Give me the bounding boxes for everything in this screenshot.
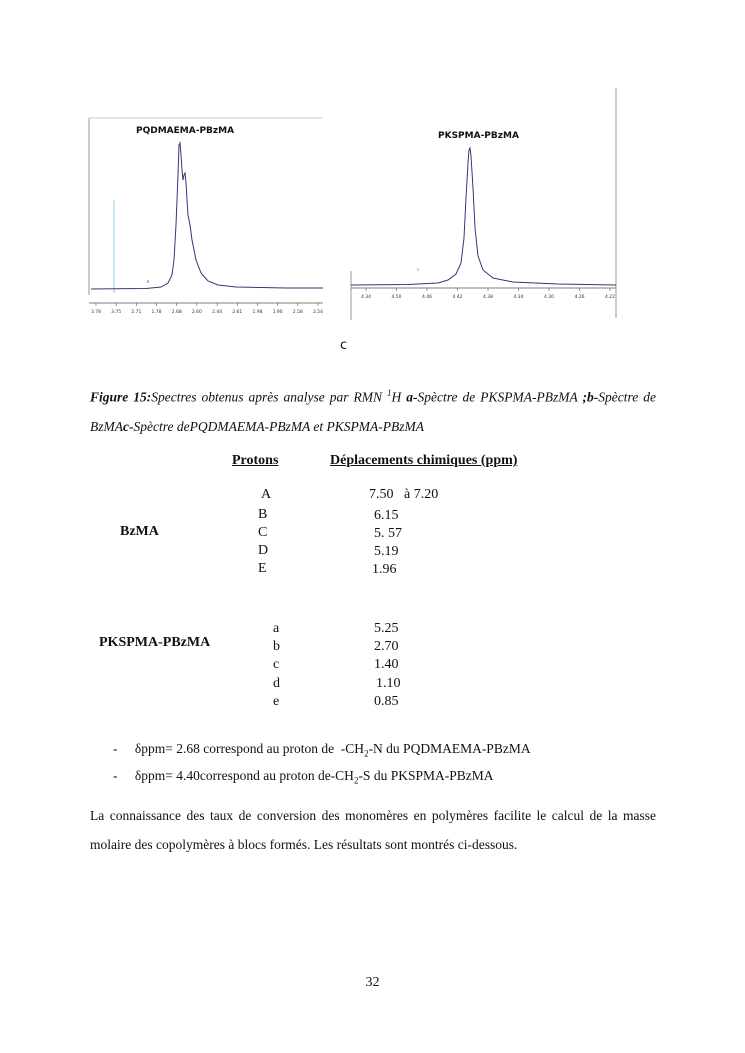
axis-tick-label: 2.54 bbox=[312, 310, 324, 315]
spectrum-a-axis-ticks bbox=[91, 303, 323, 315]
bullet-text: δppm= 2.68 correspond au proton de -CH bbox=[134, 741, 365, 756]
proton-label: E bbox=[258, 561, 267, 576]
spectrum-a-curve bbox=[91, 143, 323, 289]
caption-text-5: Spèctre dePQDMAEMA-PBzMA et PKSPMA-PBzMA bbox=[133, 418, 425, 434]
caption-text-1: Spectres obtenus après analyse par RMN bbox=[151, 389, 388, 405]
caption-a-label: a- bbox=[406, 389, 418, 405]
axis-tick-label: 3.78 bbox=[90, 310, 102, 315]
axis-tick-label: 4.34 bbox=[513, 295, 524, 300]
shift-value: 5. 57 bbox=[374, 526, 402, 541]
axis-tick-label: 4.30 bbox=[543, 295, 555, 300]
axis-tick-label: 1.98 bbox=[252, 310, 263, 315]
proton-label: e bbox=[273, 694, 280, 709]
proton-label: C bbox=[258, 525, 268, 540]
group-bzma-label: BzMA bbox=[120, 524, 159, 539]
proton-label: a bbox=[273, 621, 280, 636]
shift-value: 1.10 bbox=[376, 676, 401, 691]
axis-tick-label: 4.22 bbox=[604, 295, 616, 300]
caption-text-2: H bbox=[391, 389, 407, 405]
axis-tick-label: 2.68 bbox=[171, 310, 182, 315]
shift-value: 5.19 bbox=[374, 544, 399, 559]
axis-tick-label: 3.75 bbox=[111, 310, 122, 315]
bullet-item bbox=[113, 741, 531, 759]
bullet-text-end: -N du PQDMAEMA-PBzMA bbox=[368, 741, 531, 756]
shift-value: 5.25 bbox=[374, 621, 399, 636]
bullet-text: δppm= 4.40correspond au proton de-CH bbox=[134, 768, 354, 783]
caption-sup: 1 bbox=[387, 388, 392, 398]
figure-label: Figure 15: bbox=[90, 389, 152, 405]
bullet-text-end: -S du PKSPMA-PBzMA bbox=[358, 768, 494, 783]
spectrum-a-title: PQDMAEMA-PBzMA bbox=[136, 126, 235, 136]
proton-label: c bbox=[273, 657, 280, 672]
nmr-spectrum-pqdmaema bbox=[86, 115, 326, 320]
shift-value: 2.70 bbox=[374, 639, 399, 654]
axis-tick-label: 1.78 bbox=[151, 310, 162, 315]
panel-label: c bbox=[340, 338, 348, 353]
axis-tick-label: 4.42 bbox=[452, 295, 463, 300]
figure-caption bbox=[90, 379, 656, 441]
shift-value: 7.50 à 7.20 bbox=[369, 487, 439, 502]
bullet-subscript: 2 bbox=[353, 775, 359, 786]
page-number: 32 bbox=[365, 975, 380, 990]
proton-label: D bbox=[258, 543, 269, 558]
table-header-shifts: Déplacements chimiques (ppm) bbox=[330, 453, 518, 468]
caption-text-3: Spèctre de PKSPMA-PBzMA bbox=[417, 389, 583, 405]
axis-tick-label: 1.90 bbox=[272, 310, 283, 315]
axis-tick-label: 2.60 bbox=[191, 310, 202, 315]
axis-tick-label: 4.46 bbox=[421, 295, 433, 300]
spectrum-b-curve bbox=[351, 148, 616, 285]
group-pkspma-label: PKSPMA-PBzMA bbox=[99, 635, 211, 650]
proton-label: b bbox=[273, 639, 280, 654]
axis-tick-label: 2.44 bbox=[212, 310, 223, 315]
proton-label: B bbox=[258, 507, 268, 522]
body-paragraph: La connaissance des taux de conversion des monomères en polymères facilite le calcul de la masse molaire des copolymères à blocs formés. Les résultats sont montrés ci-dessous. bbox=[90, 808, 656, 852]
shift-value: 0.85 bbox=[374, 694, 399, 709]
bullet-dash: - bbox=[113, 741, 118, 756]
shift-value: 1.96 bbox=[372, 562, 397, 577]
axis-tick-label: 4.38 bbox=[482, 295, 494, 300]
axis-tick-label: 2.61 bbox=[232, 310, 243, 315]
bullet-item bbox=[113, 768, 493, 786]
spectrum-b-title: PKSPMA-PBzMA bbox=[438, 131, 519, 141]
axis-tick-label: 4.34 bbox=[360, 295, 372, 300]
caption-b-label: ;b- bbox=[582, 389, 599, 405]
axis-tick-label: 4.26 bbox=[574, 295, 585, 300]
shift-value: 6.15 bbox=[374, 508, 399, 523]
caption-text-4: Spèctre de BzMA bbox=[90, 389, 657, 434]
axis-tick-label: 2.71 bbox=[131, 310, 142, 315]
caption-c-label: c- bbox=[123, 418, 134, 434]
nmr-spectrum-pkspma bbox=[348, 88, 620, 320]
proton-label: A bbox=[261, 487, 272, 502]
axis-tick-label: 2.58 bbox=[292, 310, 303, 315]
bullet-dash: - bbox=[113, 768, 118, 783]
table-header-protons: Protons bbox=[232, 453, 279, 468]
proton-label: d bbox=[273, 676, 280, 691]
axis-tick-label: 4.50 bbox=[391, 295, 402, 300]
spectrum-b-axis-ticks bbox=[361, 288, 615, 300]
shift-value: 1.40 bbox=[374, 657, 399, 672]
bullet-subscript: 2 bbox=[364, 748, 369, 759]
